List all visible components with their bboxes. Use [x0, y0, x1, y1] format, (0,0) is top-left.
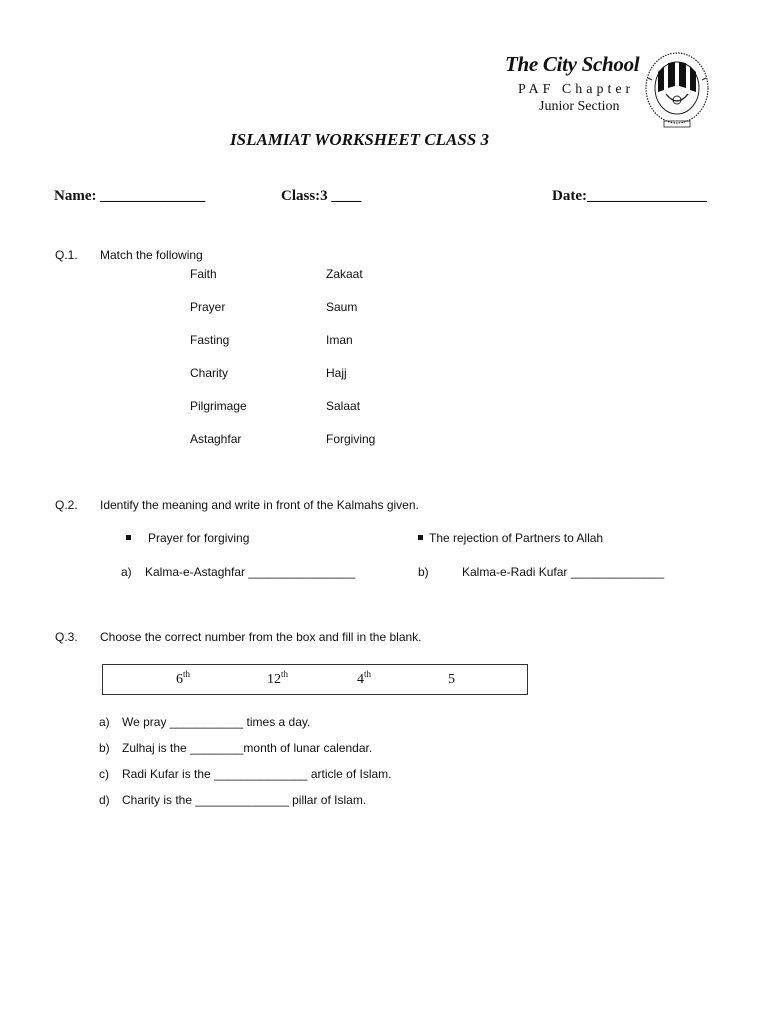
match-right-item: Hajj [326, 366, 347, 380]
match-right-item: Forgiving [326, 432, 376, 446]
question-number: Q.1. [55, 248, 78, 262]
question-number: Q.3. [55, 630, 78, 644]
fill-blank-sentence[interactable]: Radi Kufar is the ______________ article of Islam. [122, 767, 392, 781]
school-crest-icon [644, 50, 710, 130]
question-prompt: Identify the meaning and write in front of the Kalmahs given. [100, 498, 419, 512]
worksheet-title: ISLAMIAT WORKSHEET CLASS 3 [230, 130, 490, 149]
bullet-icon [126, 535, 131, 540]
question-prompt: Choose the correct number from the box and fill in the blank. [100, 630, 422, 644]
item-letter: a) [99, 715, 110, 729]
match-right-item: Saum [326, 300, 358, 314]
name-field[interactable]: Name: ______________ [54, 188, 206, 204]
match-left-item: Astaghfar [190, 432, 242, 446]
item-letter: b) [418, 565, 429, 579]
school-section: Junior Section [539, 99, 620, 114]
question-prompt: Match the following [100, 248, 203, 262]
meaning-option: Prayer for forgiving [148, 531, 250, 545]
item-letter: d) [99, 793, 110, 807]
match-right-item: Iman [326, 333, 353, 347]
class-field[interactable]: Class:3 ____ [281, 188, 362, 204]
item-letter: c) [99, 767, 109, 781]
match-right-item: Zakaat [326, 267, 363, 281]
number-option: 6th [176, 669, 191, 687]
question-number: Q.2. [55, 498, 78, 512]
number-option: 5 [448, 672, 455, 687]
match-left-item: Pilgrimage [190, 399, 247, 413]
match-left-item: Charity [190, 366, 229, 380]
kalma-answer-line[interactable]: Kalma-e-Astaghfar ________________ [145, 565, 356, 579]
kalma-answer-line[interactable]: Kalma-e-Radi Kufar ______________ [462, 565, 665, 579]
item-letter: b) [99, 741, 110, 755]
school-name: The City School [505, 52, 640, 76]
item-letter: a) [121, 565, 132, 579]
fill-blank-sentence[interactable]: We pray ___________ times a day. [122, 715, 311, 729]
number-option: 12th [267, 669, 289, 687]
match-left-item: Faith [190, 267, 217, 281]
match-left-item: Prayer [190, 300, 226, 314]
number-choice-box [102, 664, 528, 695]
school-chapter: PAF Chapter [518, 82, 635, 97]
bullet-icon [418, 535, 423, 540]
meaning-option: The rejection of Partners to Allah [429, 531, 604, 545]
match-left-item: Fasting [190, 333, 230, 347]
fill-blank-sentence[interactable]: Zulhaj is the ________month of lunar calendar. [122, 741, 373, 755]
number-option: 4th [357, 669, 372, 687]
fill-blank-sentence[interactable]: Charity is the ______________ pillar of Islam. [122, 793, 367, 807]
date-field[interactable]: Date:________________ [552, 188, 707, 204]
match-right-item: Salaat [326, 399, 361, 413]
